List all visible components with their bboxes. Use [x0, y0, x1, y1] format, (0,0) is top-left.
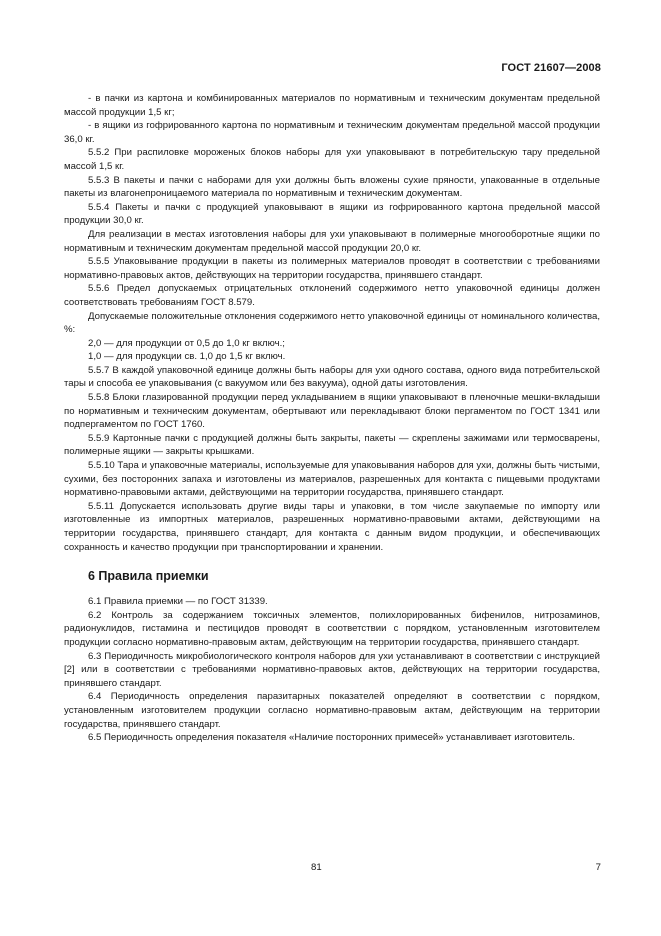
page-number-right: 7: [595, 862, 601, 873]
paragraph: 6.4 Периодичность определения паразитарных показателей определяют в соответствии с порядком, установленным изготовителем продукции согласно нормативно-правовым актам, действующим на территории государства, принявшего стандарт.: [64, 691, 600, 730]
document-body: [64, 92, 600, 745]
section-heading: 6 Правила приемки: [88, 569, 209, 584]
paragraph: 2,0 — для продукции от 0,5 до 1,0 кг включ.;: [88, 337, 285, 349]
paragraph: - в ящики из гофрированного картона по нормативным и техническим документам предельной массой продукции 36,0 кг.: [64, 120, 600, 145]
paragraph: 5.5.6 Предел допускаемых отрицательных отклонений содержимого нетто упаковочной единицы должен соответствовать требованиям ГОСТ 8.579.: [64, 283, 600, 308]
paragraph: 6.5 Периодичность определения показателя «Наличие посторонних примесей» устанавливает изготовитель.: [88, 732, 576, 744]
paragraph: 5.5.10 Тара и упаковочные материалы, используемые для упаковывания наборов для ухи, должны быть чистыми, сухими, без посторонних запаха и изготовлены из материалов, разрешенных для контакта с пищевыми продуктами нормативно-правовыми актами, действующими на территории государства, принявшего стандарт.: [64, 460, 600, 499]
paragraph: 5.5.9 Картонные пачки с продукцией должны быть закрыты, пакеты — скреплены зажимами или термосварены, полимерные ящики — закрыты крышками.: [64, 432, 600, 458]
paragraph: 6.3 Периодичность микробиологического контроля наборов для ухи устанавливают в соответствии с инструкцией [2] или в соответствии с требованиями нормативно-правовых актов, действующих на территории государства, принявшего стандарт.: [64, 650, 600, 689]
page-number-center: 81: [311, 862, 322, 873]
document-code: ГОСТ 21607—2008: [501, 62, 601, 74]
paragraph: 5.5.8 Блоки глазированной продукции перед укладыванием в ящики упаковывают в пленочные мешки-вкладыши по нормативным и техническим документам, обертывают или перекладывают блоки пергаментом по ГОСТ 1341 или подпергаментом по ГОСТ 1760.: [64, 392, 600, 431]
paragraph: - в пачки из картона и комбинированных материалов по нормативным и техническим документам предельной массой продукции 1,5 кг;: [64, 93, 600, 118]
paragraph: 5.5.4 Пакеты и пачки с продукцией упаковывают в ящики из гофрированного картона предельной массой продукции 30,0 кг.: [64, 201, 600, 227]
paragraph: 5.5.7 В каждой упаковочной единице должны быть наборы для ухи одного состава, одного вида потребительской тары и способа ее упаковывания (с вакуумом или без вакуума), одной даты изготовления.: [64, 364, 600, 390]
paragraph: Для реализации в местах изготовления наборы для ухи упаковывают в полимерные многооборотные ящики по нормативным и техническим документам предельной массой продукции 20,0 кг.: [64, 228, 600, 254]
paragraph: 5.5.3 В пакеты и пачки с наборами для ухи должны быть вложены сухие пряности, упакованные в отдельные пакеты из влагонепроницаемого материала по нормативным и техническим документам.: [64, 174, 600, 200]
paragraph: 5.5.2 При распиловке мороженых блоков наборы для ухи упаковывают в потребительскую тару предельной массой 1,5 кг.: [64, 147, 600, 172]
paragraph: 6.2 Контроль за содержанием токсичных элементов, полихлорированных бифенилов, нитрозаминов, радионуклидов, гистамина и пестицидов проводят в соответствии с порядком, установленным изготовителем продукции согласно нормативно-правовым актам, действующим на территории государства, принявшего стандарт.: [64, 609, 600, 648]
paragraph: 6.1 Правила приемки — по ГОСТ 31339.: [88, 596, 268, 608]
paragraph: 1,0 — для продукции св. 1,0 до 1,5 кг включ.: [88, 351, 286, 363]
paragraph: Допускаемые положительные отклонения содержимого нетто упаковочной единицы от номинального количества, %:: [64, 310, 600, 336]
paragraph: 5.5.5 Упаковывание продукции в пакеты из полимерных материалов проводят в соответствии с требованиями нормативно-правовых актов, действующих на территории государства, принявшего стандарт.: [64, 256, 600, 281]
paragraph: 5.5.11 Допускается использовать другие виды тары и упаковки, в том числе закупаемые по импорту или изготовленные из импортных материалов, разрешенных нормативно-правовыми актами, действующими на территории государства, принявшего стандарт, для контакта с данным видом продукции, и обеспечивающих сохранность и качество продукции при транспортировании и хранении.: [64, 500, 600, 553]
